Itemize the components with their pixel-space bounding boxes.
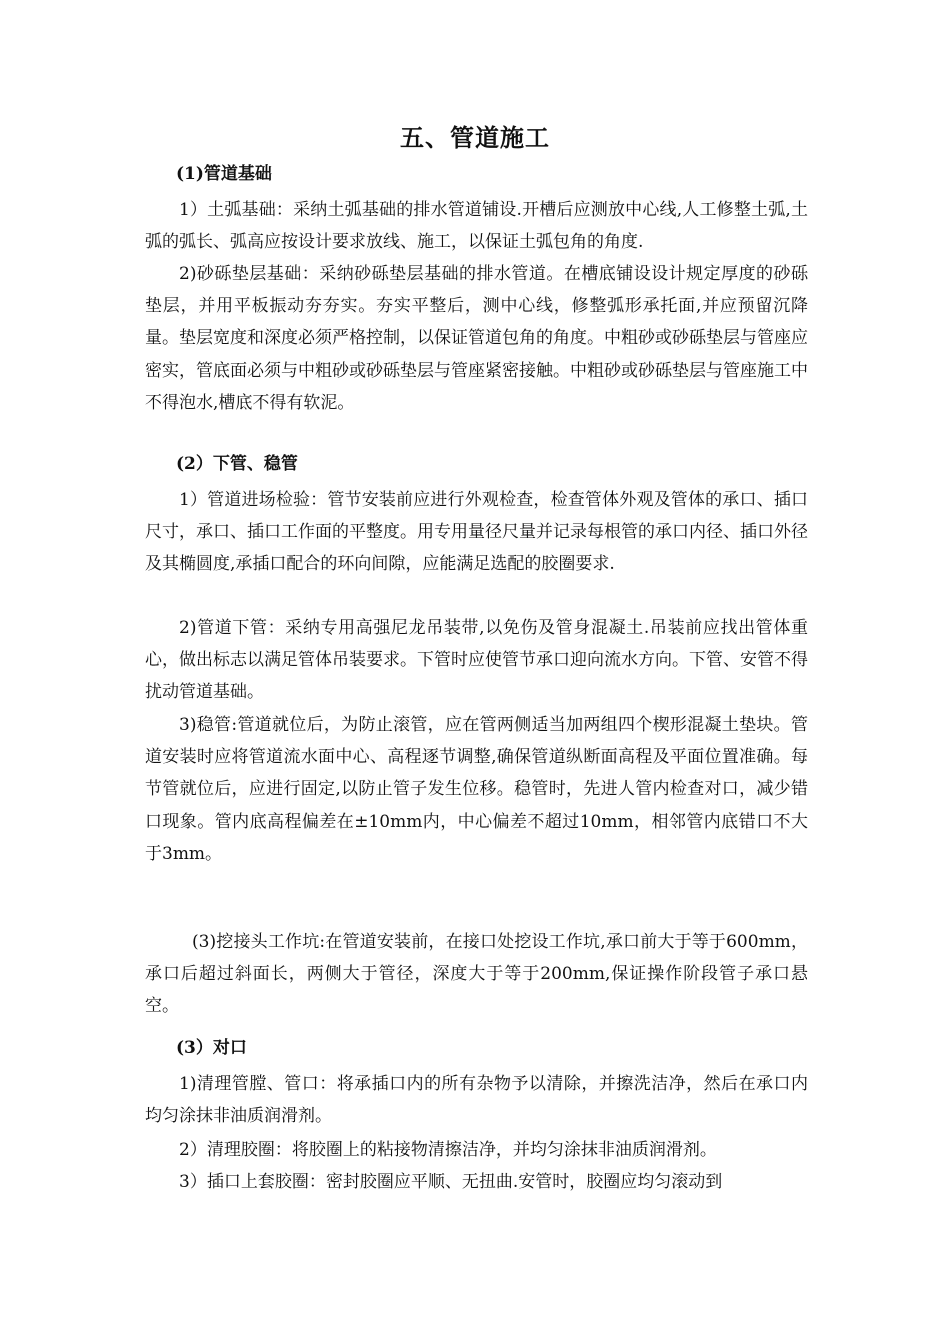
paragraph-clean-pipe-mouth: 1)清理管膛、管口：将承插口内的所有杂物予以清除，并擦洗洁净，然后在承口内均匀涂抹非油质润滑剂。: [145, 1074, 808, 1127]
paragraph-pipe-lowering: 2)管道下管：采纳专用高强尼龙吊装带,以免伤及管身混凝土.吊装前应找出管体重心，做出标志以满足管体吊装要求。下管时应使管节承口迎向流水方向。下管、安管不得扰动管道基础。: [145, 618, 808, 703]
section-heading-pipe-foundation: (1)管道基础: [176, 164, 272, 184]
paragraph-gravel-cushion-foundation: 2)砂砾垫层基础：采纳砂砾垫层基础的排水管道。在槽底铺设设计规定厚度的砂砾垫层，并用平板振动夯夯实。夯实平整后，测中心线，修整弧形承托面,并应预留沉降量。垫层宽度和深度必须严格控制，以保证管道包角的角度。中粗砂或砂砾垫层与管座应密实，管底面必须与中粗砂或砂砾垫层与管座紧密接触。中粗砂或砂砾垫层与管座施工中不得泡水,槽底不得有软泥。: [145, 264, 808, 413]
section-heading-pipe-lowering: (2）下管、稳管: [176, 454, 298, 474]
page-title: 五、管道施工: [400, 123, 550, 152]
paragraph-pipe-stabilizing: 3)稳管:管道就位后，为防止滚管，应在管两侧适当加两组四个楔形混凝土垫块。管道安装时应将管道流水面中心、高程逐节调整,确保管道纵断面高程及平面位置准确。每节管就位后，应进行固定,以防止管子发生位移。稳管时，先进人管内检查对口，减少错口现象。管内底高程偏差在±10mm内，中心偏差不超过10mm，相邻管内底错口不大于3mm。: [145, 715, 808, 864]
paragraph-fit-rubber-ring: 3）插口上套胶圈：密封胶圈应平顺、无扭曲.安管时，胶圈应均匀滚动到: [179, 1172, 723, 1192]
paragraph-earth-arc-foundation: 1）土弧基础：采纳土弧基础的排水管道铺设.开槽后应测放中心线,人工修整土弧,土弧的弧长、弧高应按设计要求放线、施工，以保证土弧包角的角度.: [145, 200, 808, 253]
paragraph-clean-rubber-ring: 2）清理胶圈：将胶圈上的粘接物清擦洁净，并均匀涂抹非油质润滑剂。: [179, 1140, 717, 1160]
paragraph-pipe-inspection: 1）管道进场检验：管节安装前应进行外观检查，检查管体外观及管体的承口、插口尺寸，承口、插口工作面的平整度。用专用量径尺量并记录每根管的承口内径、插口外径及其椭圆度,承插口配合的环向间隙，应能满足选配的胶圈要求.: [145, 490, 808, 575]
paragraph-joint-pit: (3)挖接头工作坑:在管道安装前，在接口处挖设工作坑,承口前大于等于600mm，承口后超过斜面长，两侧大于管径，深度大于等于200mm,保证操作阶段管子承口悬空。: [145, 932, 808, 1017]
section-heading-pipe-joint: (3）对口: [176, 1038, 247, 1058]
